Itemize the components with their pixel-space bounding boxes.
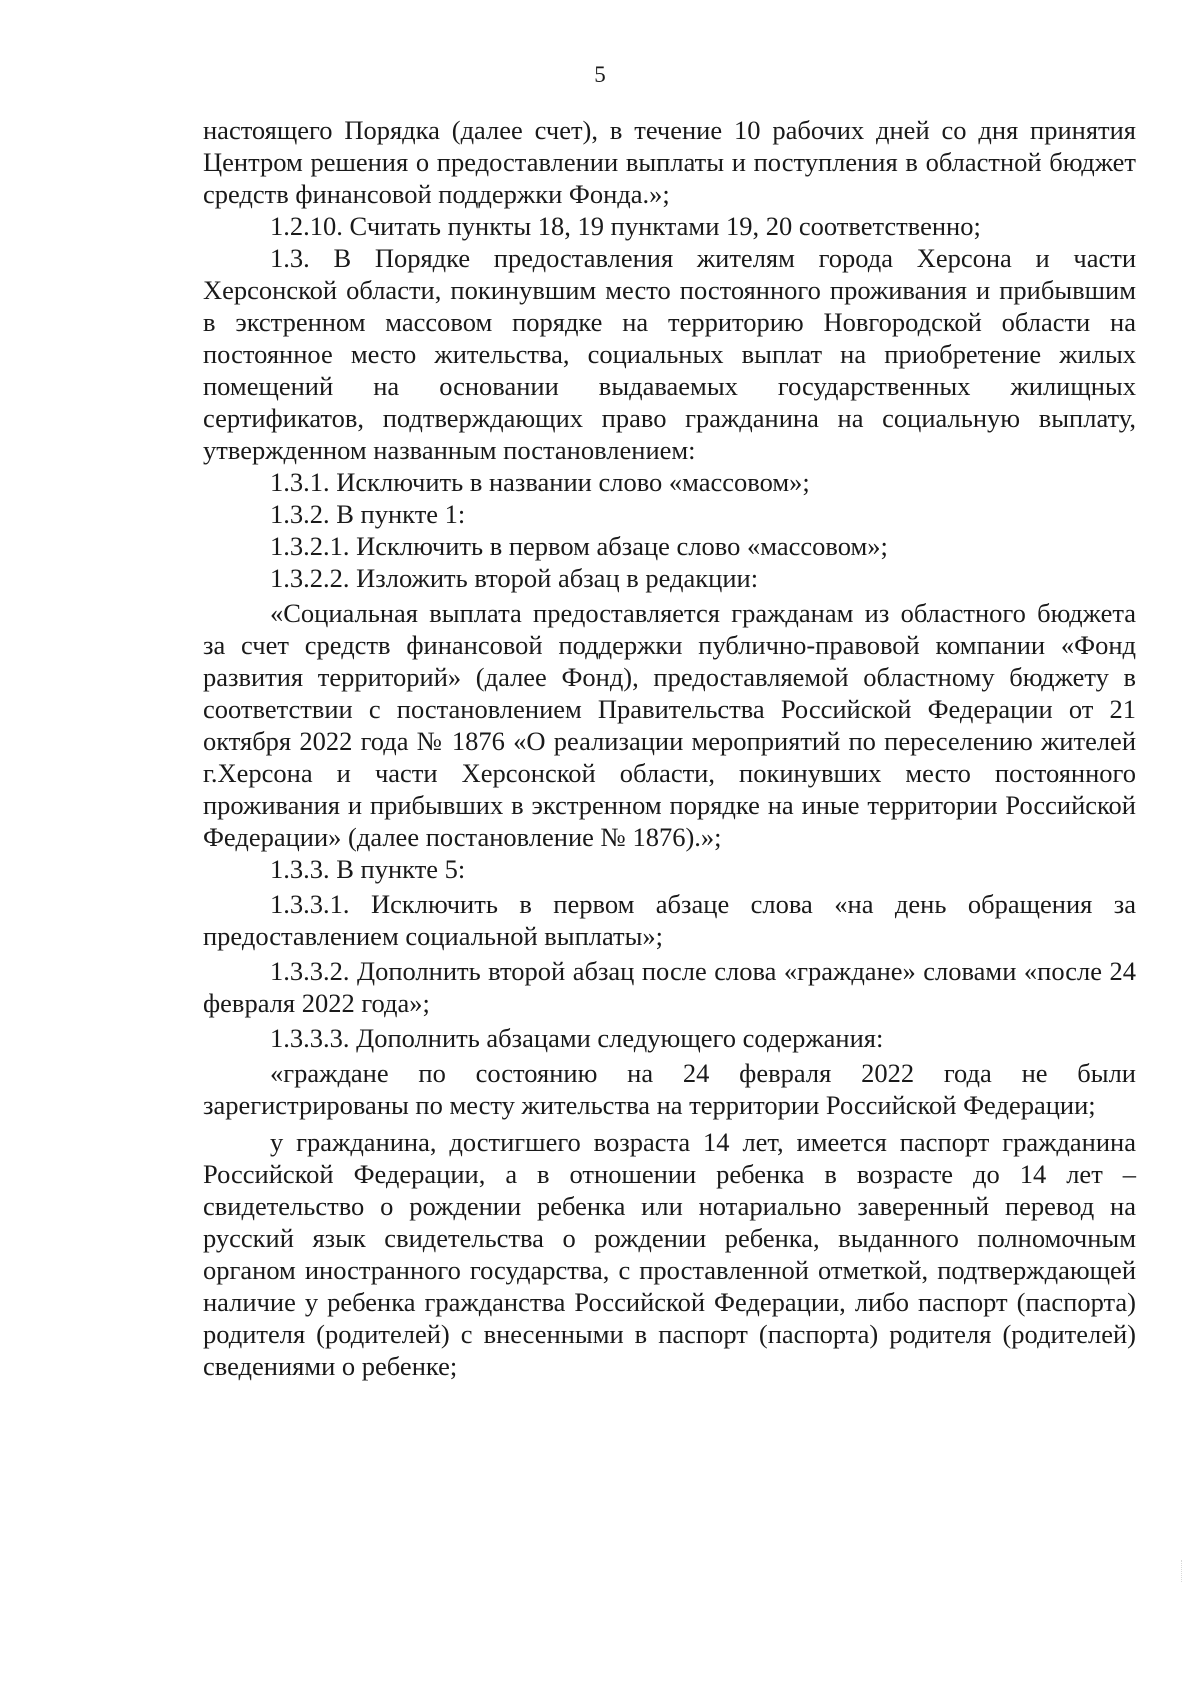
paragraph-1-3-2-1: 1.3.2.1. Исключить в первом абзаце слово «массовом»; [270,531,888,561]
paragraph-1-3-1: 1.3.1. Исключить в названии слово «массовом»; [270,467,810,497]
paragraph-1-3-3-2: 1.3.3.2. Дополнить второй абзац после слова «граждане» словами «после 24 февраля 2022 года»; [203,956,1136,1018]
page-number: 5 [594,62,606,87]
paragraph-1-3-3-1: 1.3.3.1. Исключить в первом абзаце слова «на день обращения за предоставлением социальной выплаты»; [203,889,1136,951]
paragraph-1-3-2-2: 1.3.2.2. Изложить второй абзац в редакции: [270,563,759,593]
paragraph-1-3-3-3: 1.3.3.3. Дополнить абзацами следующего содержания: [270,1023,884,1053]
paragraph-continuation: настоящего Порядка (далее счет), в течение 10 рабочих дней со дня принятия Центром решения о предоставлении выплаты и поступления в областной бюджет средств финансовой поддержки Фонда.»; [203,115,1136,209]
document-body [203,114,1136,1382]
scan-edge-mark [1181,1560,1186,1582]
paragraph-1-3-2: 1.3.2. В пункте 1: [270,499,466,529]
paragraph-1-3: 1.3. В Порядке предоставления жителям города Херсона и части Херсонской области, покинувшим место постоянного проживания и прибывшим в экстренном массовом порядке на территорию Новгородской области на постоянное место жительства, социальных выплат на приобретение жилых помещений на основании выдаваемых государственных жилищных сертификатов, подтверждающих право гражданина на социальную выплату, утвержденном названным постановлением: [203,243,1136,465]
paragraph-passport-condition: у гражданина, достигшего возраста 14 лет, имеется паспорт гражданина Российской Федерации, а в отношении ребенка в возрасте до 14 лет – свидетельство о рождении ребенка или нотариально заверенный перевод на русский язык свидетельства о рождении ребенка, выданного полномочным органом иностранного государства, с проставленной отметкой, подтверждающей наличие у ребенка гражданства Российской Федерации, либо паспорт (паспорта) родителя (родителей) с внесенными в паспорт (паспорта) родителя (родителей) сведениями о ребенке; [203,1127,1136,1381]
paragraph-quoted-social-payment: «Социальная выплата предоставляется гражданам из областного бюджета за счет средств финансовой поддержки публично-правовой компании «Фонд развития территорий» (далее Фонд), предоставляемой областному бюджету в соответствии с постановлением Правительства Российской Федерации от 21 октября 2022 года № 1876 «О реализации мероприятий по переселению жителей г.Херсона и части Херсонской области, покинувших место постоянного проживания и прибывших в экстренном порядке на иные территории Российской Федерации» (далее постановление № 1876).»; [203,598,1136,852]
paragraph-quoted-citizens: «граждане по состоянию на 24 февраля 2022 года не были зарегистрированы по месту жительства на территории Российской Федерации; [203,1058,1136,1120]
paragraph-1-2-10: 1.2.10. Считать пункты 18, 19 пунктами 19, 20 соответственно; [270,211,981,241]
paragraph-1-3-3: 1.3.3. В пункте 5: [270,854,466,884]
